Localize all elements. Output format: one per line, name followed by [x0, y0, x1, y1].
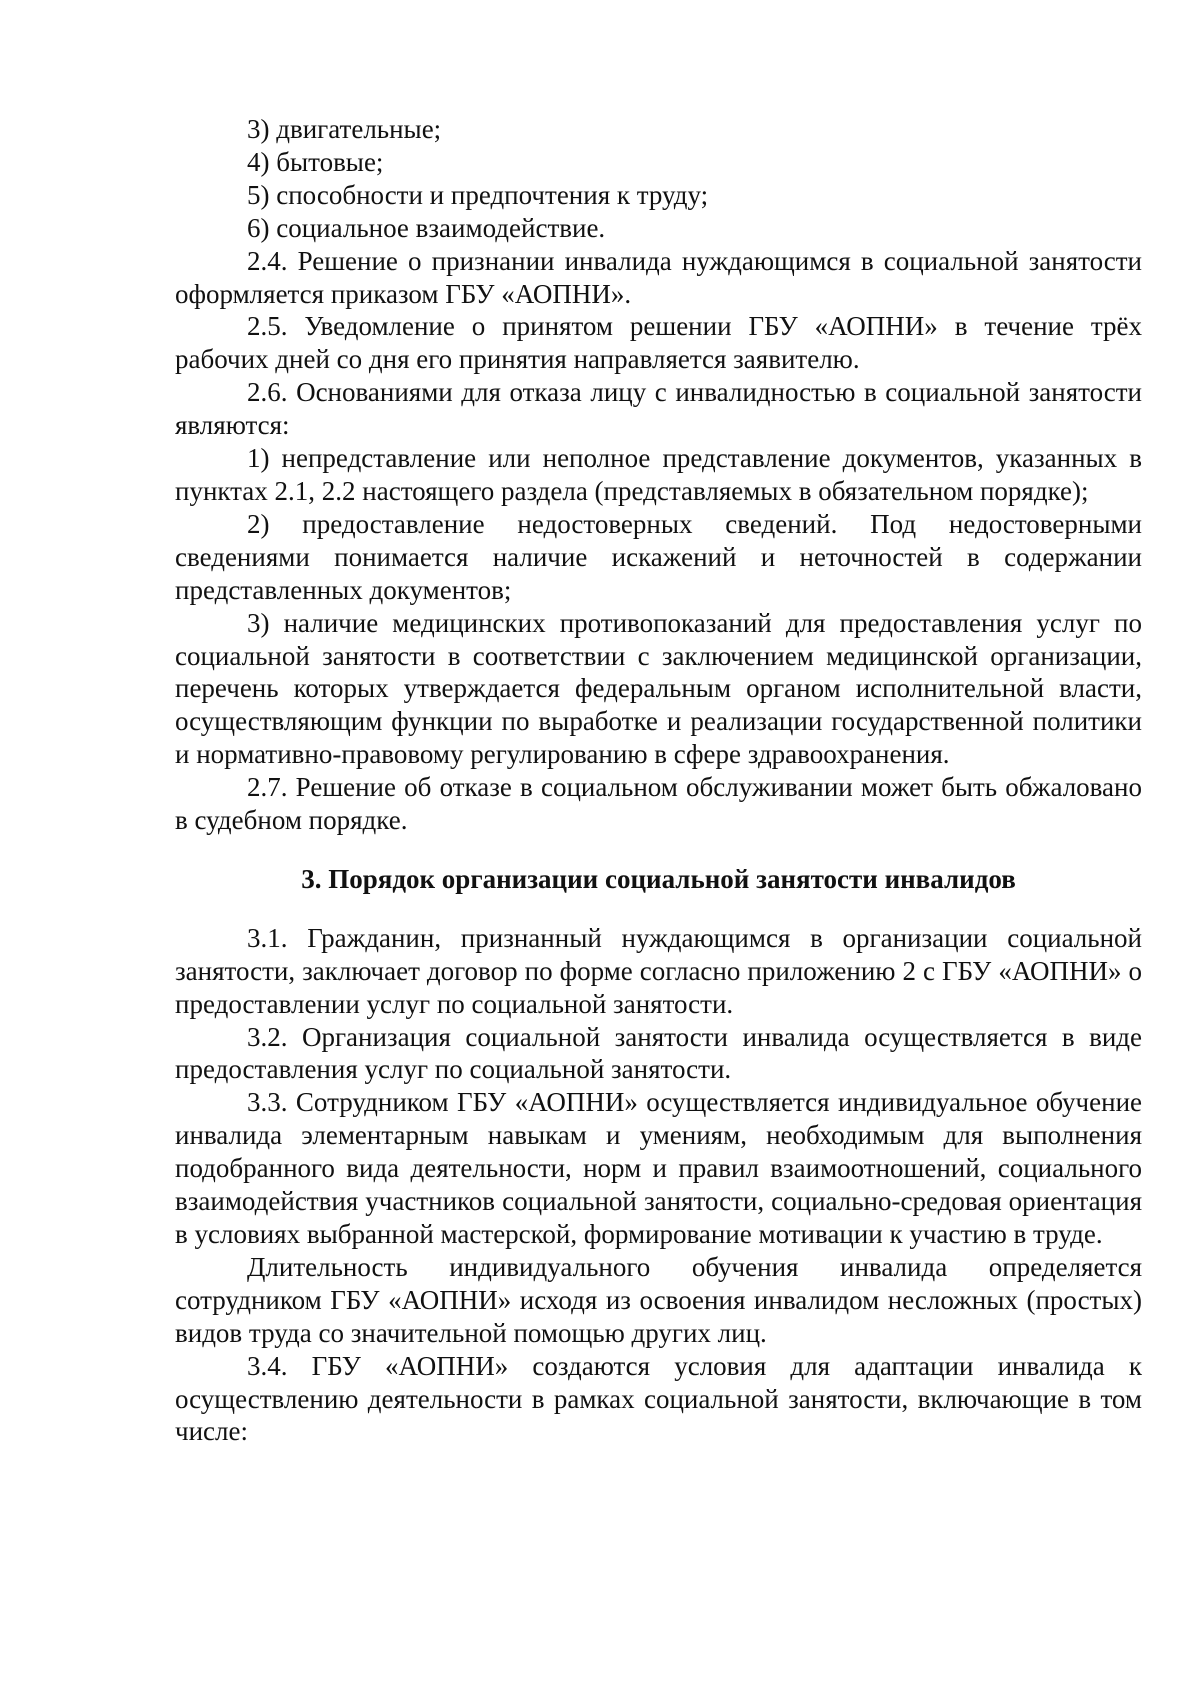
paragraph-2-6-3: 3) наличие медицинских противопоказаний для предоставления услуг по социальной занятости в соответствии с заключением медицинской организации, перечень которых утверждается федеральным органом исполнительной власти, осуществляющим функции по выработке и реализации государственной политики и нормативно-правовому регулированию в сфере здравоохранения.: [175, 607, 1142, 770]
paragraph-2-6: 2.6. Основаниями для отказа лицу с инвалидностью в социальной занятости являются:: [175, 377, 1142, 441]
paragraph-2-7: 2.7. Решение об отказе в социальном обслуживании может быть обжаловано в судебном порядке.: [175, 772, 1142, 836]
list-item-motor: 3) двигательные;: [247, 114, 442, 144]
paragraph-2-6-1: 1) непредставление или неполное представление документов, указанных в пунктах 2.1, 2.2 настоящего раздела (представляемых в обязательном порядке);: [175, 443, 1142, 506]
paragraph-3-3-duration: Длительность индивидуального обучения инвалида определяется сотрудником ГБУ «АОПНИ» исходя из освоения инвалидом несложных (простых) видов труда со значительной помощью других лиц.: [175, 1251, 1142, 1348]
list-item-work-abilities: 5) способности и предпочтения к труду;: [247, 179, 709, 210]
paragraph-3-1: 3.1. Гражданин, признанный нуждающимся в организации социальной занятости, заключает договор по форме согласно приложению 2 с ГБУ «АОПНИ» о предоставлении услуг по социальной занятости.: [175, 922, 1142, 1019]
paragraph-2-4: 2.4. Решение о признании инвалида нуждающимся в социальной занятости оформляется приказом ГБУ «АОПНИ».: [175, 245, 1142, 309]
section-3-title: 3. Порядок организации социальной занятости инвалидов: [301, 863, 1016, 894]
paragraph-2-5: 2.5. Уведомление о принятом решении ГБУ «АОПНИ» в течение трёх рабочих дней со дня его принятия направляется заявителю.: [175, 311, 1142, 375]
paragraph-2-6-2: 2) предоставление недостоверных сведений. Под недостоверными сведениями понимается наличие искажений и неточностей в содержании представленных документов;: [175, 508, 1142, 605]
paragraph-3-3: 3.3. Сотрудником ГБУ «АОПНИ» осуществляется индивидуальное обучение инвалида элементарным навыкам и умениям, необходимым для выполнения подобранного вида деятельности, норм и правил взаимоотношений, социального взаимодействия участников социальной занятости, социально-средовая ориентация в условиях выбранной мастерской, формирование мотивации к участию в труде.: [175, 1087, 1142, 1249]
list-item-household: 4) бытовые;: [247, 146, 384, 177]
list-item-social-interaction: 6) социальное взаимодействие.: [247, 212, 606, 243]
paragraph-3-2: 3.2. Организация социальной занятости инвалида осуществляется в виде предоставления услуг по социальной занятости.: [175, 1021, 1142, 1085]
document-body: [175, 113, 1142, 1448]
paragraph-3-4: 3.4. ГБУ «АОПНИ» создаются условия для адаптации инвалида к осуществлению деятельности в рамках социальной занятости, включающие в том числе:: [175, 1350, 1142, 1447]
